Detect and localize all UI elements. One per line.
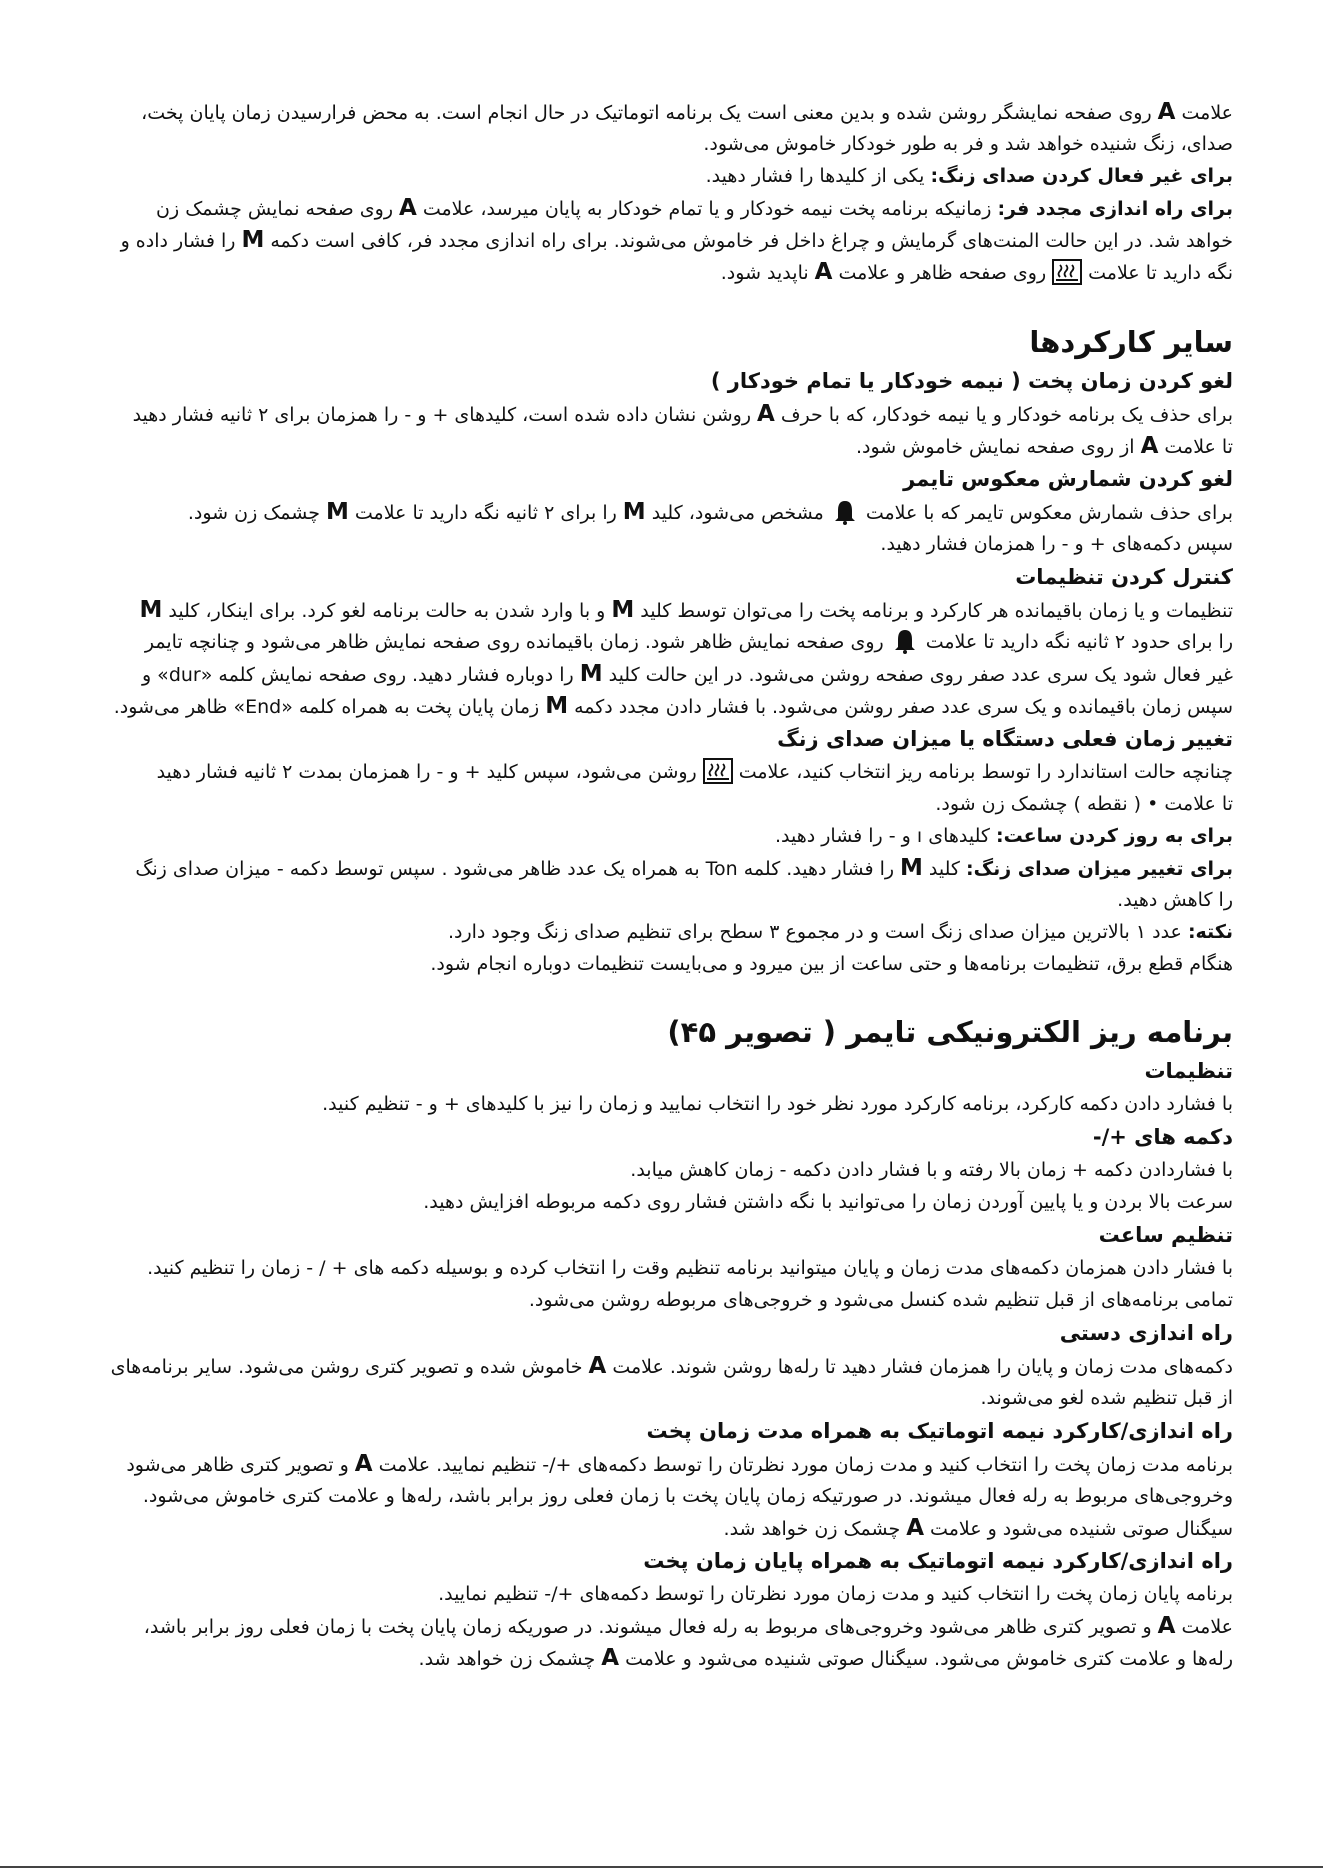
paragraph-line: وخروجی‌های مربوط به رله فعال میشوند. در صورتیکه زمان پایان پخت با زمان فعلی روز برابر باشد، رله‌ها و علامت کتری خاموش می‌شود.	[142, 1485, 1233, 1507]
auto-symbol-a: A	[601, 1645, 620, 1671]
note-line: هنگام قطع برق، تنظیمات برنامه‌ها و حتی ساعت از بین میرود و می‌بایست تنظیمات دوباره انجام شود.	[430, 953, 1233, 975]
subheading-control-settings: کنترل کردن تنظیمات	[1015, 565, 1233, 589]
paragraph-line: برنامه پایان زمان پخت را انتخاب کنید و مدت زمان مورد نظرتان را توسط دکمه‌های +/- تنظیم نمایید.	[438, 1583, 1233, 1605]
paragraph-line: تمامی برنامه‌های از قبل تنظیم شده کنسل می‌شود و خروجی‌های مربوطه روشن می‌شود.	[528, 1289, 1233, 1311]
paragraph-line: غیر فعال شود یک سری عدد صفر روی صفحه روشن می‌شود. در این حالت کلیدMرا دوباره فشار دهید. روی صفحه نمایش کلمه «dur» و	[90, 658, 1233, 690]
manual-symbol-m: M	[622, 499, 646, 525]
subheading-clock: تنظیم ساعت	[1098, 1223, 1233, 1247]
subheading-change-time: تغییر زمان فعلی دستگاه یا میزان صدای زنگ	[777, 727, 1233, 751]
bell-icon	[830, 499, 860, 525]
auto-symbol-a: A	[399, 195, 417, 221]
paragraph-line: برای حذف شمارش معکوس تایمر که با علامت مشخص می‌شود، کلیدMرا برای ۲ ثانیه نگه دارید تا علامتMچشمک زن شود.	[90, 496, 1233, 528]
subheading-cancel-timer: لغو کردن شمارش معکوس تایمر	[903, 467, 1233, 491]
paragraph-line: را کاهش دهید.	[1117, 889, 1233, 911]
manual-symbol-m: M	[139, 597, 163, 623]
paragraph-line: از قبل تنظیم شده لغو می‌شوند.	[980, 1387, 1233, 1409]
paragraph-line: سپس دکمه‌های + و - را همزمان فشار دهید.	[880, 533, 1233, 555]
paragraph-line: سپس زمان باقیمانده و یک سری عدد صفر روشن می‌شود. با فشار دادن مجدد دکمهMزمان پایان پخت به همراه کلمه «End» ظاهر می‌شود.	[90, 690, 1233, 722]
intro-line: نگه دارید تا علامت روی صفحه ظاهر و علامتAناپدید شود.	[90, 256, 1233, 288]
intro-line: صدای، زنگ شنیده خواهد شد و فر به طور خودکار خاموش می‌شود.	[703, 133, 1233, 155]
paragraph-line: تا علامتAاز روی صفحه نمایش خاموش شود.	[90, 430, 1233, 462]
intro-line: خواهد شد. در این حالت المنت‌های گرمایش و چراغ داخل فر خاموش می‌شوند. برای راه اندازی مجدد فر، کافی است دکمهMرا فشار داده و	[90, 224, 1233, 256]
auto-symbol-a: A	[906, 1515, 925, 1541]
paragraph-line: برنامه مدت زمان پخت را انتخاب کنید و مدت زمان مورد نظرتان را توسط دکمه‌های +/- تنظیم نمایید. علامتAو تصویر کتری ظاهر می‌شود	[90, 1448, 1233, 1480]
manual-symbol-m: M	[545, 693, 569, 719]
subheading-semi-auto-end: راه اندازی/کارکرد نیمه اتوماتیک به همراه پایان زمان پخت	[643, 1549, 1233, 1573]
paragraph-line: برای تغییر میزان صدای زنگ: کلیدMرا فشار دهید. کلمه Ton به همراه یک عدد ظاهر می‌شود . سپس توسط دکمه - میزان صدای زنگ	[90, 852, 1233, 884]
paragraph-line: برای به روز کردن ساعت: کلیدهای ı و - را فشار دهید.	[774, 825, 1233, 847]
manual-symbol-m: M	[241, 227, 265, 253]
manual-symbol-m: M	[579, 661, 603, 687]
intro-line: برای غیر فعال کردن صدای زنگ: یکی از کلیدها را فشار دهید.	[705, 165, 1233, 187]
auto-symbol-a: A	[1157, 1613, 1176, 1639]
auto-symbol-a: A	[588, 1353, 607, 1379]
paragraph-line: رله‌ها و علامت کتری خاموش می‌شود. سیگنال صوتی شنیده می‌شود و علامتAچشمک زن خواهد شد.	[90, 1642, 1233, 1674]
subheading-manual-start: راه اندازی دستی	[1059, 1321, 1233, 1345]
subheading-cancel-time: لغو کردن زمان پخت ( نیمه خودکار یا تمام خودکار )	[710, 369, 1233, 393]
intro-line: برای راه اندازی مجدد فر: زمانیکه برنامه پخت نیمه خودکار و یا تمام خودکار به پایان میرسد، علامتAروی صفحه نمایش چشمک زن	[90, 192, 1233, 224]
auto-symbol-a: A	[814, 259, 833, 285]
subheading-semi-auto-duration: راه اندازی/کارکرد نیمه اتوماتیک به همراه مدت زمان پخت	[646, 1419, 1233, 1443]
paragraph-line: تنظیمات و یا زمان باقیمانده هر کارکرد و برنامه پخت را می‌توان توسط کلیدMو با وارد شدن به حالت برنامه لغو کرد. برای اینکار، کلیدM	[90, 594, 1233, 626]
heat-symbol-icon	[703, 758, 733, 784]
paragraph-line: را برای حدود ۲ ثانیه نگه دارید تا علامت روی صفحه نمایش ظاهر شود. زمان باقیمانده روی صفحه نمایش ظاهر می‌شود و چنانچه تایمر	[90, 626, 1233, 658]
auto-symbol-a: A	[354, 1451, 373, 1477]
intro-line: علامتAروی صفحه نمایشگر روشن شده و بدین معنی است یک برنامه اتوماتیک در حال انجام است. به محض فرارسیدن زمان پایان پخت،	[90, 96, 1233, 128]
subheading-plus-minus: دکمه های +/-	[1092, 1125, 1233, 1149]
paragraph-line: با فشاردادن دکمه + زمان بالا رفته و با فشار دادن دکمه - زمان کاهش میابد.	[630, 1159, 1233, 1181]
section-title-other-functions: سایر کارکردها	[1029, 325, 1233, 359]
heat-symbol-icon	[1052, 259, 1082, 285]
auto-symbol-a: A	[1140, 433, 1159, 459]
paragraph-line: سرعت بالا بردن و یا پایین آوردن زمان را می‌توانید با نگه داشتن فشار روی دکمه مربوطه افزایش دهید.	[423, 1191, 1233, 1213]
auto-symbol-a: A	[1157, 99, 1176, 125]
paragraph-line: با فشار دادن همزمان دکمه‌های مدت زمان و پایان میتوانید برنامه تنظیم وقت را انتخاب کرده و بوسیله دکمه های + / - زمان را تنظیم کنید.	[147, 1257, 1233, 1279]
section-title-electronic-timer: برنامه ریز الکترونیکی تایمر ( تصویر ۴۵)	[667, 1015, 1233, 1049]
page-bottom-rule	[0, 1866, 1323, 1868]
bell-icon	[890, 628, 920, 654]
auto-symbol-a: A	[757, 401, 775, 427]
paragraph-line: چنانچه حالت استاندارد را توسط برنامه ریز انتخاب کنید، علامت روشن می‌شود، سپس کلید + و - را همزمان بمدت ۲ ثانیه فشار دهید	[90, 756, 1233, 788]
manual-symbol-m: M	[900, 855, 923, 881]
paragraph-line: علامتAو تصویر کتری ظاهر می‌شود وخروجی‌های مربوط به رله فعال میشوند. در صوریکه زمان پایان پخت با زمان فعلی روز برابر باشد،	[90, 1610, 1233, 1642]
paragraph-line: سیگنال صوتی شنیده می‌شود و علامتAچشمک زن خواهد شد.	[90, 1512, 1233, 1544]
note-line: نکته: عدد ۱ بالاترین میزان صدای زنگ است و در مجموع ۳ سطح برای تنظیم صدای زنگ وجود دارد.	[447, 921, 1233, 943]
subheading-settings: تنظیمات	[1144, 1059, 1233, 1083]
paragraph-line: برای حذف یک برنامه خودکار و یا نیمه خودکار، که با حرفAروشن نشان داده شده است، کلیدهای + و - را همزمان برای ۲ ثانیه فشار دهید	[90, 398, 1233, 430]
manual-symbol-m: M	[326, 499, 349, 525]
manual-symbol-m: M	[611, 597, 635, 623]
paragraph-line: تا علامت • ( نقطه ) چشمک زن شود.	[935, 793, 1233, 815]
paragraph-line: با فشارد دادن دکمه کارکرد، برنامه کارکرد مورد نظر خود را انتخاب نمایید و زمان را نیز با کلیدهای + و - تنظیم کنید.	[322, 1093, 1233, 1115]
paragraph-line: دکمه‌های مدت زمان و پایان را همزمان فشار دهید تا رله‌ها روشن شوند. علامتAخاموش شده و تصویر کتری روشن می‌شود. سایر برنامه‌های	[90, 1350, 1233, 1382]
